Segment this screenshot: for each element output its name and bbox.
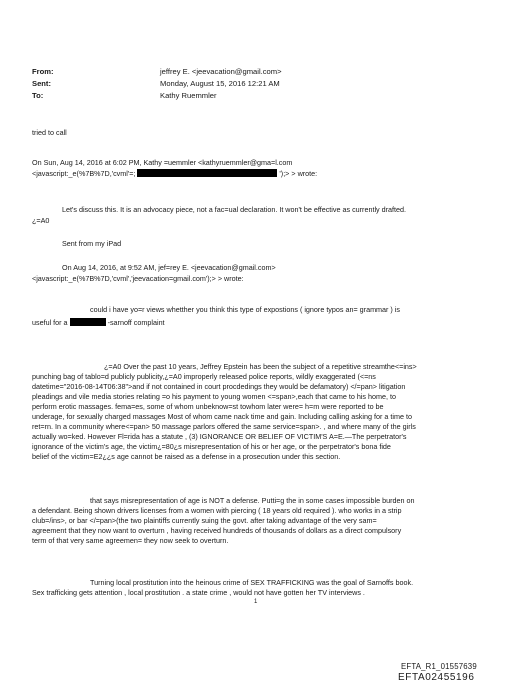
question-line1: could i have yo=r views whetther you think this type of expostions ( ignore typos an= grammar ) is (90, 305, 401, 314)
from-label: From: (32, 67, 54, 76)
p1-line5: perform erotic massages. fema=es, some of whom unbeknow=st towhom later were= h=m were reported to be (32, 402, 384, 411)
p1-line3: datetime="2016-08-14T06:38">and if not contained in court procdedings they would be defamatory) </=pan> litigation (32, 382, 406, 391)
quote2-header-line2: <javascript:_e(%7B%7D,'cvml','jeevacation=gmail.com');> > wrote: (32, 274, 244, 283)
to-value: Kathy Ruemmler (160, 91, 217, 100)
quote1-header-line2 (32, 169, 317, 179)
question-line2 (32, 318, 165, 328)
sent-value: Monday, August 15, 2016 12:21 AM (160, 79, 280, 88)
p3-line2: Sex trafficking gets attention , local prostitution . a state crime , would not have gotten her TV interviews . (32, 588, 365, 597)
from-value: jeffrey E. <jeevacation@gmail.com> (160, 67, 282, 76)
p2-line1: that says misrepresentation of age is NOT a defense. Putti=g the in some cases impossible burden on (90, 496, 415, 505)
p1-line1: ¿=A0 Over the past 10 years, Jeffrey Epstein has been the subject of a repetitive streamthe<=ins> (104, 362, 417, 371)
p1-line8: actually wo=ked. However Fl=rida has a statute , (3) IGNORANCE OR BELIEF OF VICTIM'S A=E.—The perpetrator's (32, 432, 407, 441)
page-number: 1 (254, 599, 258, 605)
p2-line5: term of that very same agreemen= they now seek to overturn. (32, 536, 229, 545)
p1-line7: ret=rn. In a community where<=pan> 50 massage parlors offered the same service=span>. , and where many of the girls (32, 422, 416, 431)
redaction-box (70, 318, 106, 326)
sent-from-ipad-text: Sent from my iPad (62, 239, 122, 248)
to-label: To: (32, 91, 44, 100)
sent-label: Sent: (32, 79, 51, 88)
quote1-wrote-text: ');> > wrote: (279, 169, 318, 178)
p2-line4: agreement that they now want to overturn , having received hundreds of thousands of dollars as a direct compulsory (32, 526, 402, 535)
redaction-box (137, 169, 277, 177)
quote1-header-line1: On Sun, Aug 14, 2016 at 6:02 PM, Kathy =uemmler <kathyruemmler@gma=l.com (32, 158, 293, 167)
p1-line2: punching bag of tablo=d publicly publicity,¿=A0 improperly released police reports, wildly exaggerated (<=ns (32, 372, 376, 381)
p1-line9: ignorance of the victim's age, the victim¿=80¿s misrepresentation of his or her age, or the perpetrator's bona fide (32, 442, 391, 451)
tried-to-call-text: tried to call (32, 128, 67, 137)
question-useful-text: useful for a (32, 318, 68, 327)
quote2-header-line1: On Aug 14, 2016, at 9:52 AM, jef=rey E. <jeevacation@gmail.com> (62, 263, 276, 272)
encoding-artifact-1: ¿=A0 (32, 216, 50, 225)
footer-bates-id-2: EFTA02455196 (398, 672, 475, 683)
p2-line2: a defendant. Being shown drivers licenses from a women with piercing ( 18 years old required ). who works in a strip (32, 506, 402, 515)
p1-line6: underage, for sexually charged massages Most of whom came nack time and gain. Including calling asking for a time to (32, 412, 412, 421)
footer-bates-id-1: EFTA_R1_01557639 (401, 662, 477, 671)
question-sarnoff-text: -sarnoff complaint (107, 318, 165, 327)
p1-line10: belief of the victim=E2¿¿s age cannot be raised as a defense in a prosecution under this section. (32, 452, 341, 461)
discuss-text: Let's discuss this. It is an advocacy piece, not a fac=ual declaration. It won't be effective as currently drafted. (62, 205, 407, 214)
p1-line4: pleadings and vile media stories relating =o his payment to young women <=span>,each that came to his home, to (32, 392, 396, 401)
p2-line3: club=/ins>, or bar </=pan>(the two plaintiffs currently suing the govt. after taking advantage of the very sam= (32, 516, 377, 525)
quote1-javascript-text: <javascript:_e(%7B%7D,'cvml'=; (32, 169, 136, 178)
p3-line1: Turning local prostitution into the heinous crime of SEX TRAFFICKING was the goal of Sarnoffs book. (90, 578, 414, 587)
